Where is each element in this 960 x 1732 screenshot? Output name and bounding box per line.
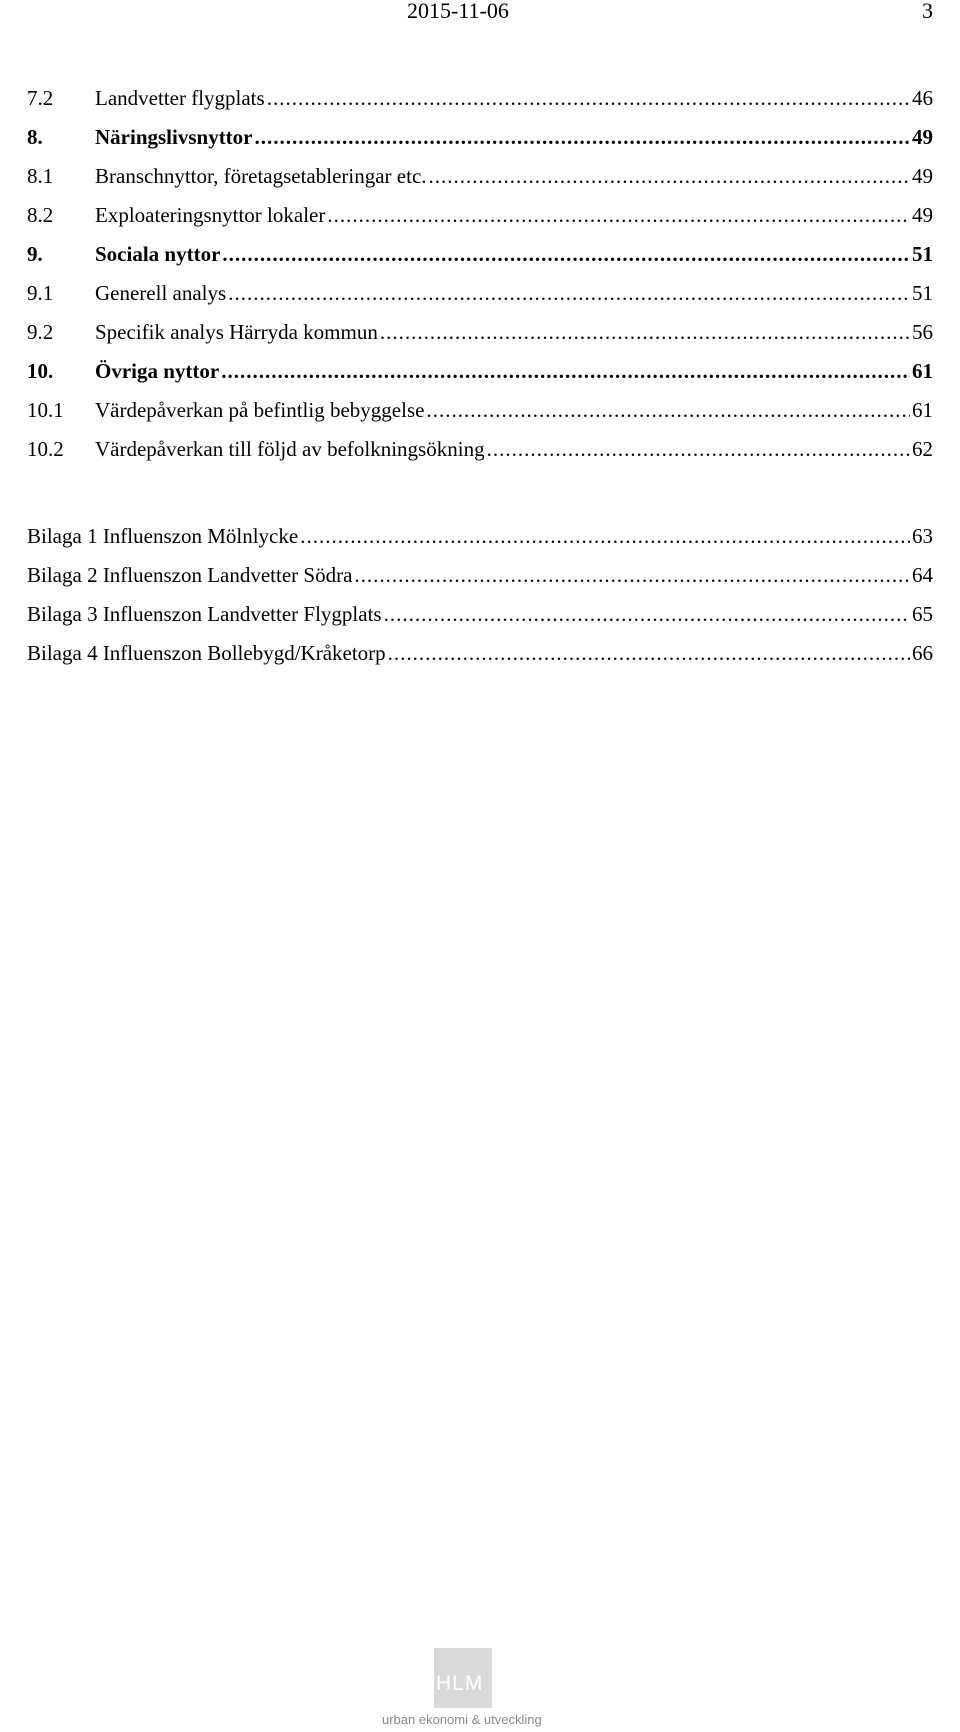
toc-leader-dots [429, 163, 910, 189]
toc-appendix-4[interactable] [27, 640, 933, 679]
toc-entry-9-1[interactable] [27, 280, 933, 319]
toc-entry-8[interactable] [27, 124, 933, 163]
toc-appendix-title: Bilaga 3 Influenszon Landvetter Flygplats [27, 602, 382, 626]
toc-entry-10-1[interactable] [27, 397, 933, 436]
toc-entry-title: Landvetter flygplats [95, 86, 265, 110]
toc-entry-number: 9. [27, 242, 43, 266]
toc-leader-dots [222, 241, 910, 267]
hlm-logo-tagline: urban ekonomi & utveckling [382, 1712, 542, 1727]
toc-entry-title: Exploateringsnyttor lokaler [95, 203, 326, 227]
toc-appendix-title: Bilaga 1 Influenszon Mölnlycke [27, 524, 299, 548]
toc-entry-number: 10.2 [27, 437, 64, 461]
toc-entry-title: Branschnyttor, företagsetableringar etc. [95, 164, 427, 188]
toc-appendix-page: 63 [912, 524, 933, 548]
toc-leader-dots [487, 436, 910, 462]
toc-entry-number: 8. [27, 125, 43, 149]
toc-leader-dots [221, 358, 910, 384]
toc-leader-dots [354, 562, 910, 588]
toc-leader-dots [388, 640, 910, 666]
toc-leader-dots [327, 202, 910, 228]
toc-entry-page: 49 [912, 164, 933, 188]
toc-entry-number: 7.2 [27, 86, 54, 110]
toc-entry-page: 62 [912, 437, 933, 461]
toc-appendix-page: 64 [912, 563, 933, 587]
toc-entry-title: Generell analys [95, 281, 227, 305]
toc-entry-page: 61 [912, 398, 933, 422]
toc-entry-title: Värdepåverkan till följd av befolkningsökning [95, 437, 485, 461]
toc-spacer [27, 475, 933, 523]
toc-entry-title: Specifik analys Härryda kommun [95, 320, 378, 344]
toc-entry-10-2[interactable] [27, 436, 933, 475]
toc-entry-9[interactable] [27, 241, 933, 280]
toc-entry-page: 51 [912, 281, 933, 305]
toc-leader-dots [384, 601, 910, 627]
toc-entry-number: 10.1 [27, 398, 64, 422]
table-of-contents [27, 85, 933, 679]
toc-entry-title: Värdepåverkan på befintlig bebyggelse [95, 398, 425, 422]
toc-entry-8-2[interactable] [27, 202, 933, 241]
toc-entry-7-2[interactable] [27, 85, 933, 124]
toc-leader-dots [426, 397, 910, 423]
toc-leader-dots [267, 85, 910, 111]
toc-entry-10[interactable] [27, 358, 933, 397]
toc-entry-number: 8.1 [27, 164, 54, 188]
toc-leader-dots [255, 124, 911, 150]
toc-appendix-page: 65 [912, 602, 933, 626]
toc-entry-page: 49 [912, 203, 933, 227]
header-page-number: 3 [922, 0, 933, 23]
hlm-logo [382, 1648, 552, 1732]
page-header [27, 0, 933, 26]
toc-appendix-title: Bilaga 4 Influenszon Bollebygd/Kråketorp [27, 641, 386, 665]
toc-appendix-2[interactable] [27, 562, 933, 601]
toc-entry-number: 8.2 [27, 203, 54, 227]
toc-entry-8-1[interactable] [27, 163, 933, 202]
toc-leader-dots [300, 523, 910, 549]
toc-leader-dots [380, 319, 910, 345]
toc-entry-title: Övriga nyttor [95, 359, 220, 383]
toc-appendix-title: Bilaga 2 Influenszon Landvetter Södra [27, 563, 353, 587]
toc-entry-title: Sociala nyttor [95, 242, 221, 266]
toc-leader-dots [228, 280, 910, 306]
toc-appendix-1[interactable] [27, 523, 933, 562]
toc-entry-page: 46 [912, 86, 933, 110]
toc-appendix-3[interactable] [27, 601, 933, 640]
toc-entry-title: Näringslivsnyttor [95, 125, 253, 149]
toc-entry-number: 10. [27, 359, 54, 383]
toc-entry-page: 49 [912, 125, 933, 149]
toc-entry-page: 51 [912, 242, 933, 266]
toc-entry-page: 56 [912, 320, 933, 344]
toc-entry-page: 61 [912, 359, 933, 383]
toc-entry-9-2[interactable] [27, 319, 933, 358]
toc-entry-number: 9.1 [27, 281, 54, 305]
toc-appendix-page: 66 [912, 641, 933, 665]
toc-entry-number: 9.2 [27, 320, 54, 344]
header-date: 2015-11-06 [407, 0, 509, 23]
hlm-logo-text: HLM [436, 1672, 484, 1695]
